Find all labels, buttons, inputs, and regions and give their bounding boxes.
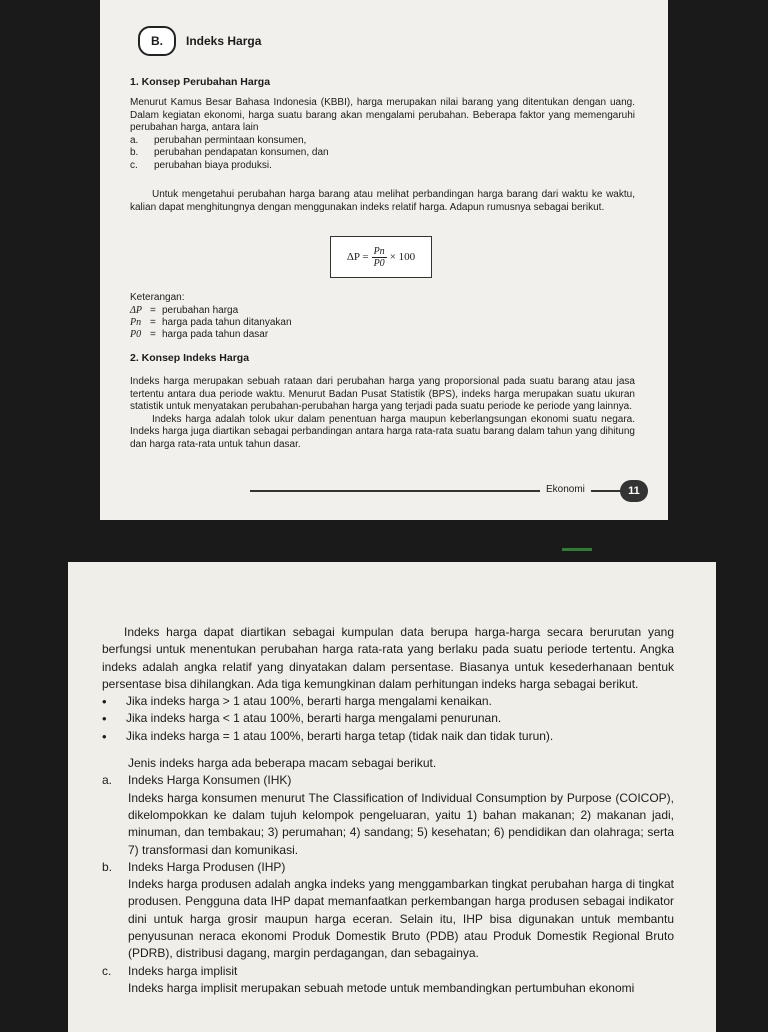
legend-row: P0 = harga pada tahun dasar [130,328,269,340]
list-item: • Jika indeks harga = 1 atau 100%, berarti harga tetap (tidak naik dan tidak turun). [102,728,554,744]
factor-list [130,135,635,173]
para4: Indeks harga adalah tolok ukur dalam penentuan harga maupun keberlangsungan ekonomi suatu negara. Indeks harga juga diartikan sebagai perbandingan antara harga rata-rata suatu barang dalam tahun yang dihitung dan harga rata-rata untuk tahun dasar. [130,413,635,450]
list-item: a. perubahan permintaan konsumen, [130,134,307,146]
page2-body [102,624,674,997]
sub2-title: 2. Konsep Indeks Harga [130,352,250,364]
type-body: Indeks harga konsumen menurut The Classification of Individual Consumption by Purpose (COICOP), dikelompokkan ke dalam tujuh kelompok pengeluaran, yaitu 1) bahan makanan; 2) makanan jadi, minuman, dan tembakau; 3) perumahan; 4) sandang; 5) kesehatan; 6) pendidikan dan olahraga; serta 7) transformasi dan komunikasi. [128,790,674,857]
formula-numerator: Pn [373,245,385,257]
formula-box [330,236,432,278]
list-item: • Jika indeks harga > 1 atau 100%, berarti harga mengalami kenaikan. [102,694,492,710]
type-title: Indeks Harga Produsen (IHP) [128,859,286,874]
intro-block [130,97,635,173]
formula-fraction [372,246,387,269]
legend-row: ΔP = perubahan harga [130,304,239,316]
section-header [138,26,261,56]
page2-para1: Indeks harga dapat diartikan sebagai kumpulan data berupa harga-harga secara berurutan yang berfungsi untuk menentukan perubahan harga rata-rata yang berlaku pada suatu periode tertentu. Angka indeks adalah angka relatif yang dinyatakan dalam persentase. Biasanya untuk kesederhanaan bentuk persentase bisa dihilangkan. Ada tiga kemungkinan dalam perhitungan indeks harga sebagai berikut. [102,625,674,691]
page-footer [100,478,668,504]
footer-subject: Ekonomi [540,484,591,495]
para3: Indeks harga merupakan sebuah rataan dari perubahan harga yang proporsional pada suatu barang atau jasa tertentu antara dua periode waktu. Menurut Badan Pusat Statistik (BPS), indeks harga merupakan suatu ukuran statistik untuk menyatakan perubahan-perubahan harga yang terjadi pada suatu periode ke periode yang lainnya. [130,376,635,413]
section-title: Indeks Harga [186,34,262,48]
section-badge: B. [138,26,176,56]
intro-paragraph: Menurut Kamus Besar Bahasa Indonesia (KBBI), harga merupakan nilai barang yang ditentukan dengan uang. Dalam kegiatan ekonomi, harga suatu barang akan mengalami perubahan. Beberapa faktor yang memengaruhi perubahan harga, antara lain [130,97,635,134]
list-item: c. perubahan biaya produksi. [130,159,272,171]
type-item: a. Indeks Harga Konsumen (IHK) [102,772,674,789]
para2: Untuk mengetahui perubahan harga barang atau melihat perbandingan harga barang dari waktu ke waktu, kalian dapat menghitungnya dengan menggunakan indeks relatif harga. Adapun rumusnya sebagai berikut. [130,189,635,213]
bullet-icon: • [102,711,107,727]
page-bottom [68,562,716,1032]
formula-denominator: P0 [373,257,385,269]
legend-row: Pn = harga pada tahun ditanyakan [130,316,292,328]
type-item: b. Indeks Harga Produsen (IHP) [102,859,674,876]
green-mark [562,548,592,551]
para2-block [130,189,635,214]
sub1-block [130,76,635,89]
page-top [100,0,668,520]
legend-block [130,292,635,341]
type-title: Indeks harga implisit [128,963,238,978]
sub1-title: 1. Konsep Perubahan Harga [130,76,271,88]
bullet-icon: • [102,694,107,710]
legend-title: Keterangan: [130,292,185,303]
bullet-icon: • [102,728,107,744]
types-intro: Jenis indeks harga ada beberapa macam sebagai berikut. [128,756,437,771]
type-body: Indeks harga produsen adalah angka indeks yang menggambarkan tingkat perubahan harga di tingkat produsen. Pengguna data IHP dapat memanfaatkan perkembangan harga produsen sebagai indikator dini untuk harga grosir maupun harga eceran. Selain itu, IHP bisa digunakan untuk membantu penyusunan neraca ekonomi Produk Domestik Bruto (PDB) atau Produk Domestik Regional Bruto (PDRB), distribusi dagang, margin perdagangan, dan sebagainya. [128,877,674,961]
type-body: Indeks harga implisit merupakan sebuah metode untuk membandingkan pertumbuhan ekonomi [128,980,635,995]
type-title: Indeks Harga Konsumen (IHK) [128,773,292,788]
sub2-block [130,352,635,365]
bullet-list [102,693,674,745]
formula-lhs: ΔP = [346,251,369,263]
list-item: b. perubahan pendapatan konsumen, dan [130,147,329,159]
formula-rhs: × 100 [389,251,416,263]
para3-block [130,376,635,452]
type-item: c. Indeks harga implisit [102,963,674,980]
list-item: • Jika indeks harga < 1 atau 100%, berarti harga mengalami penurunan. [102,711,502,727]
page-number: 11 [620,480,648,502]
